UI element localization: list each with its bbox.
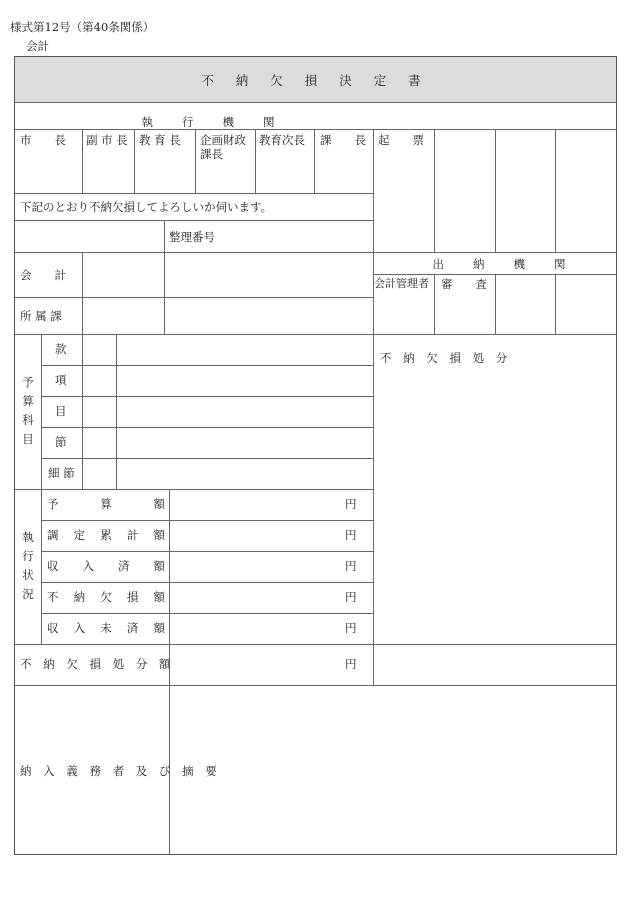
unit-yen-5: 円 bbox=[345, 621, 357, 635]
department-label: 会計 bbox=[26, 39, 49, 53]
unit-yen-2: 円 bbox=[345, 528, 357, 542]
role-deputy-mayor: 副 市 長 bbox=[86, 133, 128, 147]
form-reference: 様式第12号（第40条関係） bbox=[10, 20, 155, 34]
deficit-decision-form bbox=[14, 56, 617, 855]
role-deputy-education: 教育次長 bbox=[259, 133, 305, 147]
exec-org-heading: 執 行 機 関 bbox=[141, 115, 277, 129]
budget-item-saisetsu: 細 節 bbox=[48, 466, 75, 480]
unit-yen-4: 円 bbox=[345, 590, 357, 604]
reference-number-label: 整理番号 bbox=[169, 230, 215, 244]
cashier-heading: 出 納 機 関 bbox=[432, 257, 568, 271]
budget-item-kan: 款 bbox=[55, 342, 67, 356]
execution-group-label: 執行状況 bbox=[22, 530, 34, 601]
request-text: 下記のとおり不納欠損してよろしいか伺います。 bbox=[20, 200, 273, 214]
role-section-chief: 課 長 bbox=[320, 133, 366, 147]
exec-unreceived-amount: 収 入 未 済 額 bbox=[47, 621, 165, 635]
exec-received-amount: 収 入 済 額 bbox=[47, 559, 165, 573]
budget-item-moku: 目 bbox=[55, 404, 67, 418]
role-mayor: 市 長 bbox=[20, 133, 66, 147]
exec-budget-amount: 予 算 額 bbox=[47, 497, 165, 511]
role-drafter: 起 票 bbox=[378, 133, 424, 147]
exec-deficit-amount: 不 納 欠 損 額 bbox=[47, 590, 165, 604]
role-education-superintendent: 教 育 長 bbox=[139, 133, 181, 147]
accounting-label: 会 計 bbox=[20, 268, 66, 282]
role-accounting-manager: 会計管理者 bbox=[374, 277, 429, 290]
budget-item-kou: 項 bbox=[55, 373, 67, 387]
payer-remarks-label: 納 入 義 務 者 及 び 摘 要 bbox=[20, 764, 221, 778]
role-auditor: 審 査 bbox=[441, 277, 487, 291]
form-title: 不 納 欠 損 決 定 書 bbox=[201, 73, 430, 88]
unit-yen-6: 円 bbox=[345, 657, 357, 671]
exec-assessed-total: 調 定 累 計 額 bbox=[47, 528, 165, 542]
budget-item-setsu: 節 bbox=[55, 435, 67, 449]
budget-group-label: 予算科目 bbox=[22, 375, 34, 446]
unit-yen-1: 円 bbox=[345, 497, 357, 511]
unit-yen-3: 円 bbox=[345, 559, 357, 573]
disposition-label: 不 納 欠 損 処 分 bbox=[380, 351, 512, 365]
deficit-amount-label: 不 納 欠 損 処 分 額 bbox=[20, 657, 175, 671]
department-row-label: 所 属 課 bbox=[20, 309, 62, 323]
role-planning-finance-chief: 企画財政課長 bbox=[200, 133, 246, 161]
